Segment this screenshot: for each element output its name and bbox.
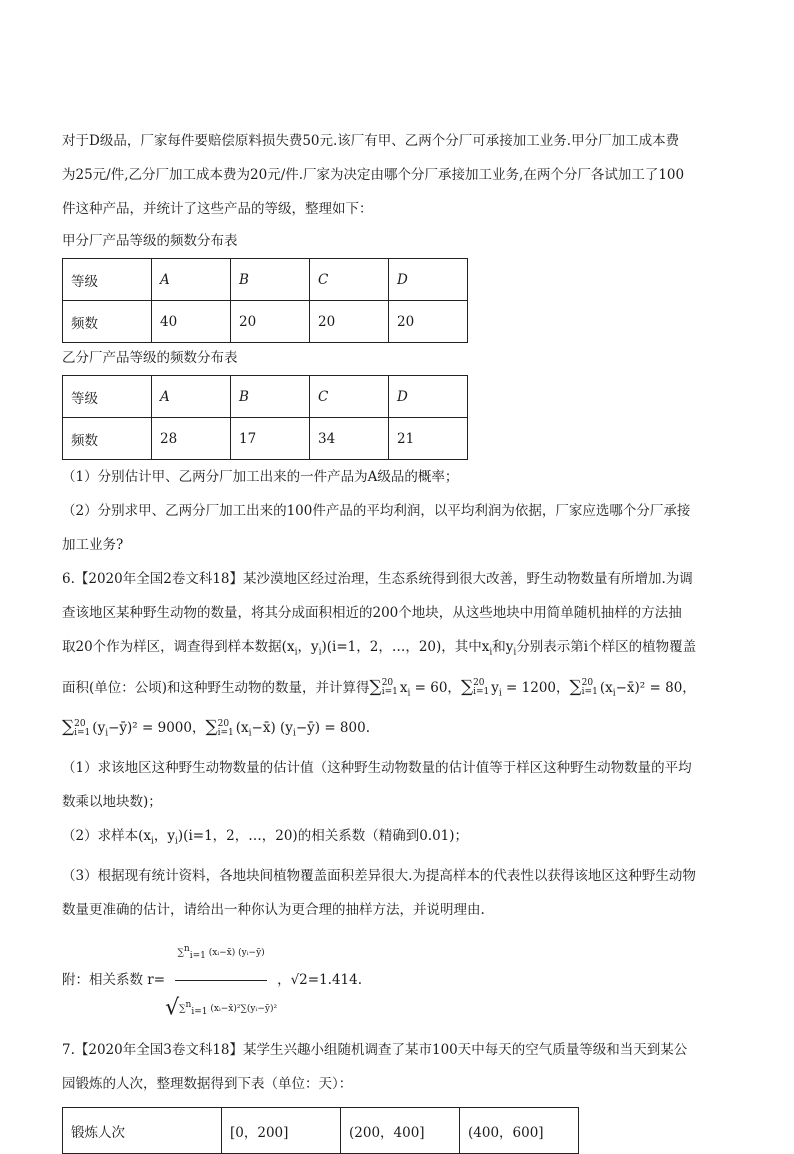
correlation-formula: $\frac{\sum^n_{i=1} (xᵢ-x̄) (yᵢ-ȳ)}{√\sum^n_{i=1} (xᵢ-x̄)^2\sum(yᵢ-ȳ)^2}$ <box>165 927 277 1034</box>
q6-line-2: 查该地区某种野生动物的数量，将其分成面积相近的200个地块，从这些地块中用简单随机抽样的方法抽 <box>62 605 682 621</box>
q5-sub-2a: （2）分别求甲、乙两分厂加工出来的100件产品的平均利润，以平均利润为依据，厂家应选哪个分厂承接 <box>62 503 691 519</box>
q5-sub-2b: 加工业务? <box>62 537 124 553</box>
table-cell: (400，600] <box>460 1108 579 1154</box>
q6-sub-3b: 数量更准确的估计，请给出一种你认为更合理的抽样方法，并说明理由. <box>62 901 485 918</box>
table-jia <box>62 258 468 343</box>
intro-line-1: 对于D级品，厂家每件要赔偿原料损失费50元.该厂有甲、乙两个分厂可承接加工业务.甲分厂加工成本费 <box>62 133 680 149</box>
q6-line-4: 面积(单位：公顷)和这种野生动物的数量，并计算得∑20 i=1 $x_i = 60$，∑20 i=1 $y_i = 1200$，∑20 i=1 $(x_i-x̄)^2 = 80$， <box>62 676 696 699</box>
table-cell: 20 <box>231 301 310 343</box>
table-cell: 20 <box>310 301 389 343</box>
document-page <box>62 124 732 1154</box>
q6-sub-2: （2）求样本($x_i$，$y_i)(i=1$，2，…，20)的相关系数（精确到0.01)； <box>62 828 469 847</box>
table-cell: D <box>389 259 468 301</box>
table-row <box>63 418 468 460</box>
q6-sub-1a: （1）求该地区这种野生动物数量的估计值（这种野生动物数量的估计值等于样区这种野生动物数量的平均 <box>62 760 692 777</box>
q6-line-3: 取20个作为样区，调查得到样本数据($x_i$，$y_i)(i=1$，2，…，20)，其中$x_i$和$y_i$分别表示第i个样区的植物覆盖 <box>62 639 697 658</box>
table-cell: 20 <box>389 301 468 343</box>
table-cell: A <box>152 376 231 418</box>
table-cell: 34 <box>310 418 389 460</box>
table-cell: B <box>231 259 310 301</box>
q6-line-5: ∑20 i=1 $(y_i-ȳ)^2 = 9000$，∑20 i=1 $(x_i-x̄)$ $(y_i-ȳ) = 800$. <box>62 717 370 740</box>
intro-line-2: 为25元/件,乙分厂加工成本费为20元/件.厂家为决定由哪个分厂承接加工业务,在两个分厂各试加工了100 <box>62 167 685 183</box>
table-row <box>63 301 468 343</box>
q7-line-2: 园锻炼的人次，整理数据得到下表（单位：天）： <box>62 1076 353 1093</box>
table-cell: D <box>389 376 468 418</box>
q5-sub-1: （1）分别估计甲、乙两分厂加工出来的一件产品为A级品的概率； <box>62 469 459 485</box>
table-cell: 40 <box>152 301 231 343</box>
table-row <box>63 1108 579 1154</box>
table-cell: 28 <box>152 418 231 460</box>
q6-line-1: 6.【2020年全国2卷文科18】某沙漠地区经过治理，生态系统得到很大改善，野生动物数量有所增加.为调 <box>62 571 693 587</box>
table-cell: (200，400] <box>341 1108 460 1154</box>
q6-sub-1b: 数乘以地块数)； <box>62 794 162 811</box>
table-jia-caption: 甲分厂产品等级的频数分布表 <box>62 233 238 249</box>
table-cell: [0，200] <box>222 1108 341 1154</box>
table-cell: C <box>310 259 389 301</box>
table-cell: 21 <box>389 418 468 460</box>
intro-line-3: 件这种产品，并统计了这些产品的等级，整理如下： <box>62 201 373 217</box>
table-yi-caption: 乙分厂产品等级的频数分布表 <box>62 350 238 366</box>
table-cell: 频数 <box>63 418 152 460</box>
table-cell: 频数 <box>63 301 152 343</box>
table-cell: 17 <box>231 418 310 460</box>
table-exercise <box>62 1107 579 1154</box>
table-yi <box>62 375 468 460</box>
table-cell: 等级 <box>63 376 152 418</box>
table-cell: 等级 <box>63 259 152 301</box>
table-cell: C <box>310 376 389 418</box>
table-cell: B <box>231 376 310 418</box>
q6-sub-3a: （3）根据现有统计资料，各地块间植物覆盖面积差异很大.为提高样本的代表性以获得该地区这种野生动物 <box>62 867 696 884</box>
q6-note: 附：相关系数 r= $\frac{\sum^n_{i=1} (xᵢ-x̄) (yᵢ-ȳ)}{√\sum^n_{i=1} (xᵢ-x̄)^2\sum(yᵢ-ȳ)^2}$ ，√2=1.414. <box>62 927 732 1034</box>
q7-line-1: 7.【2020年全国3卷文科18】某学生兴趣小组随机调查了某市100天中每天的空气质量等级和当天到某公 <box>62 1042 688 1059</box>
table-row <box>63 259 468 301</box>
table-row <box>63 376 468 418</box>
table-cell: 锻炼人次 <box>63 1108 222 1154</box>
table-cell: A <box>152 259 231 301</box>
